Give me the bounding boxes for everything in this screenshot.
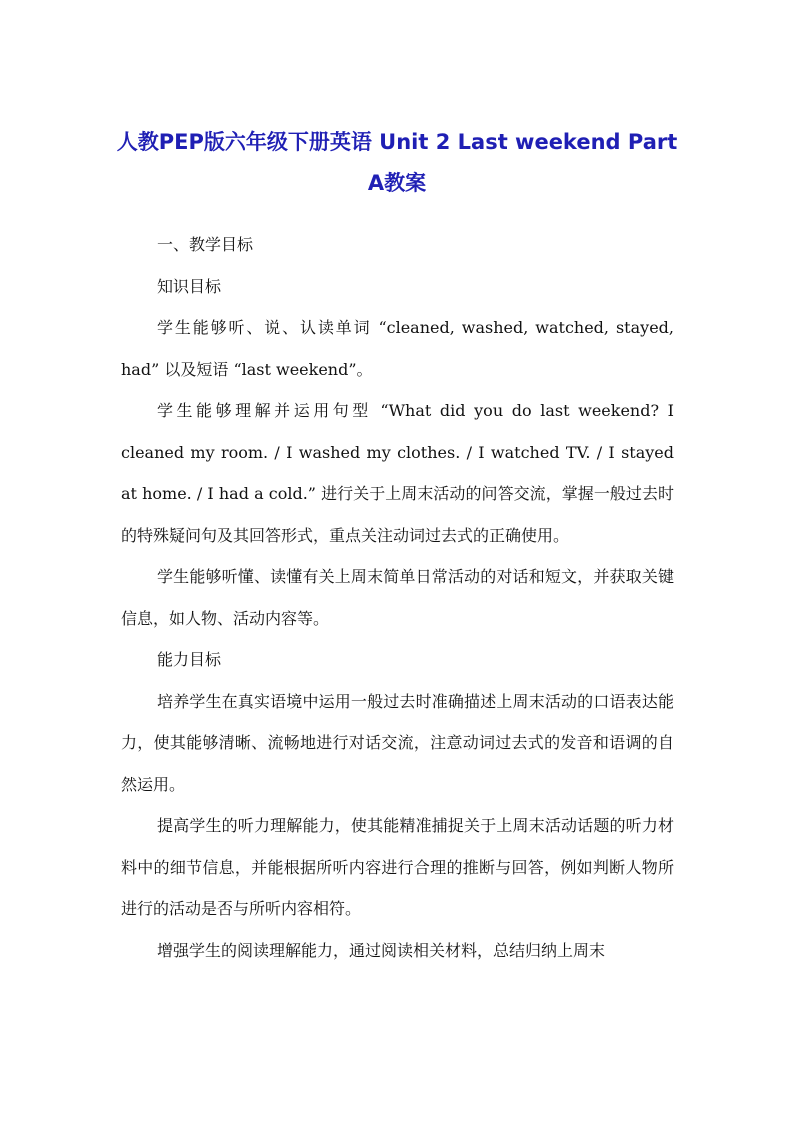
paragraph-reading-ability: 增强学生的阅读理解能力，通过阅读相关材料，总结归纳上周末 bbox=[157, 940, 606, 960]
paragraph-listening-reading: 学生能够听懂、读懂有关上周末简单日常活动的对话和短文，并获取关键信息，如人物、活动内容等。 bbox=[121, 567, 674, 628]
paragraph-vocabulary: 学生能够听、说、认读单词 “cleaned, washed, watched, stayed, had” 以及短语 “last weekend”。 bbox=[121, 318, 674, 379]
subheading-ability-objectives: 能力目标 bbox=[157, 650, 222, 669]
paragraph-listening-ability: 提高学生的听力理解能力，使其能精准捕捉关于上周末活动话题的听力材料中的细节信息，并能根据所听内容进行合理的推断与回答，例如判断人物所进行的活动是否与所听内容相符。 bbox=[121, 816, 674, 918]
paragraph-sentence-patterns: 学生能够理解并运用句型 “What did you do last weekend? I cleaned my room. / I washed my clothes. / I watched TV. / I stayed at home. / I had a cold.” 进行关于上周末活动的问答交流，掌握一般过去时的特殊疑问句及其回答形式，重点关注动词过去式的正确使用。 bbox=[121, 401, 674, 545]
subheading-knowledge-objectives: 知识目标 bbox=[157, 276, 222, 296]
paragraph-speaking-ability: 培养学生在真实语境中运用一般过去时准确描述上周末活动的口语表达能力，使其能够清晰、流畅地进行对话交流，注意动词过去式的发音和语调的自然运用。 bbox=[121, 691, 674, 794]
document-title-line-1: 人教PEP版六年级下册英语 Unit 2 Last weekend Part bbox=[116, 130, 678, 154]
section-heading-objectives: 一、教学目标 bbox=[157, 235, 254, 254]
document-body bbox=[121, 224, 674, 971]
document-title-line-2: A教案 bbox=[367, 171, 427, 195]
